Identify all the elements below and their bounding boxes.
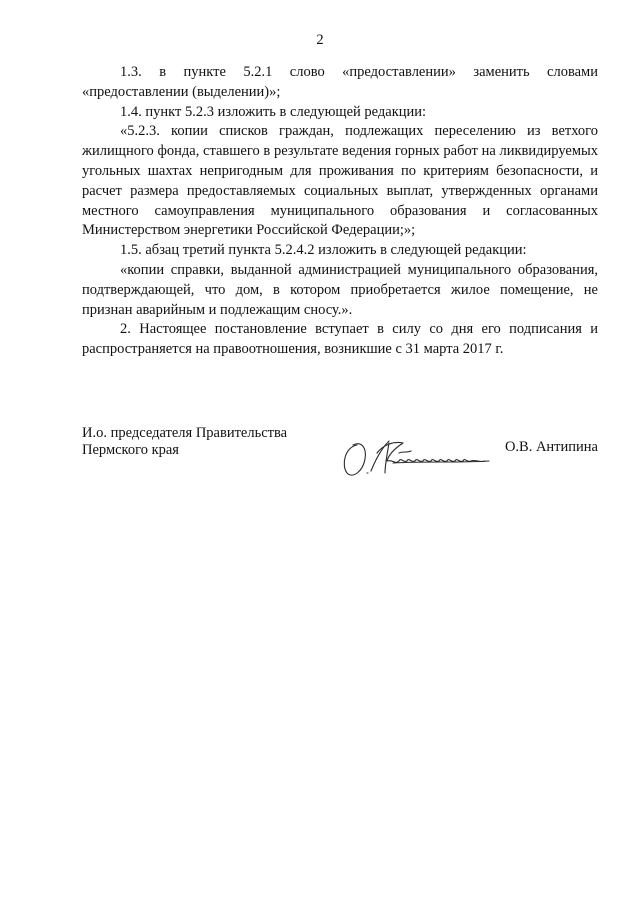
signatory-name: О.В. Антипина <box>504 439 598 455</box>
signatory-position <box>82 425 287 459</box>
signatory-position-line-2: Пермского края <box>82 442 179 458</box>
signature-block <box>82 425 598 485</box>
paragraph-5-2-3: «5.2.3. копии списков граждан, подлежащих переселению из ветхого жилищного фонда, ставшего в результате ведения горных работ на ликвидируемых угольных шахтах непригодным для проживания по критериям безопасности, и расчет размера предоставляемых социальных выплат, утвержденных органами местного самоуправления муниципального образования и согласованных Министерством энергетики Российской Федерации;»; <box>82 123 598 239</box>
paragraph-1-5: 1.5. абзац третий пункта 5.2.4.2 изложить в следующей редакции: <box>120 242 527 259</box>
signatory-position-line-1: И.о. председателя Правительства <box>82 425 288 441</box>
handwritten-signature <box>337 431 507 483</box>
document-body <box>82 63 598 360</box>
paragraph-2: 2. Настоящее постановление вступает в силу со дня его подписания и распространяется на правоотношения, возникшие с 31 марта 2017 г. <box>82 321 598 358</box>
paragraph-1-3: 1.3. в пункте 5.2.1 слово «предоставлении» заменить словами «предоставлении (выделении)»; <box>82 64 598 100</box>
paragraph-1-4: 1.4. пункт 5.2.3 изложить в следующей редакции: <box>120 103 427 120</box>
page-number: 2 <box>316 32 324 48</box>
paragraph-spravka: «копии справки, выданной администрацией муниципального образования, подтверждающей, что дом, в котором приобретается жилое помещение, не признан аварийным и подлежащим сносу.». <box>82 261 598 318</box>
